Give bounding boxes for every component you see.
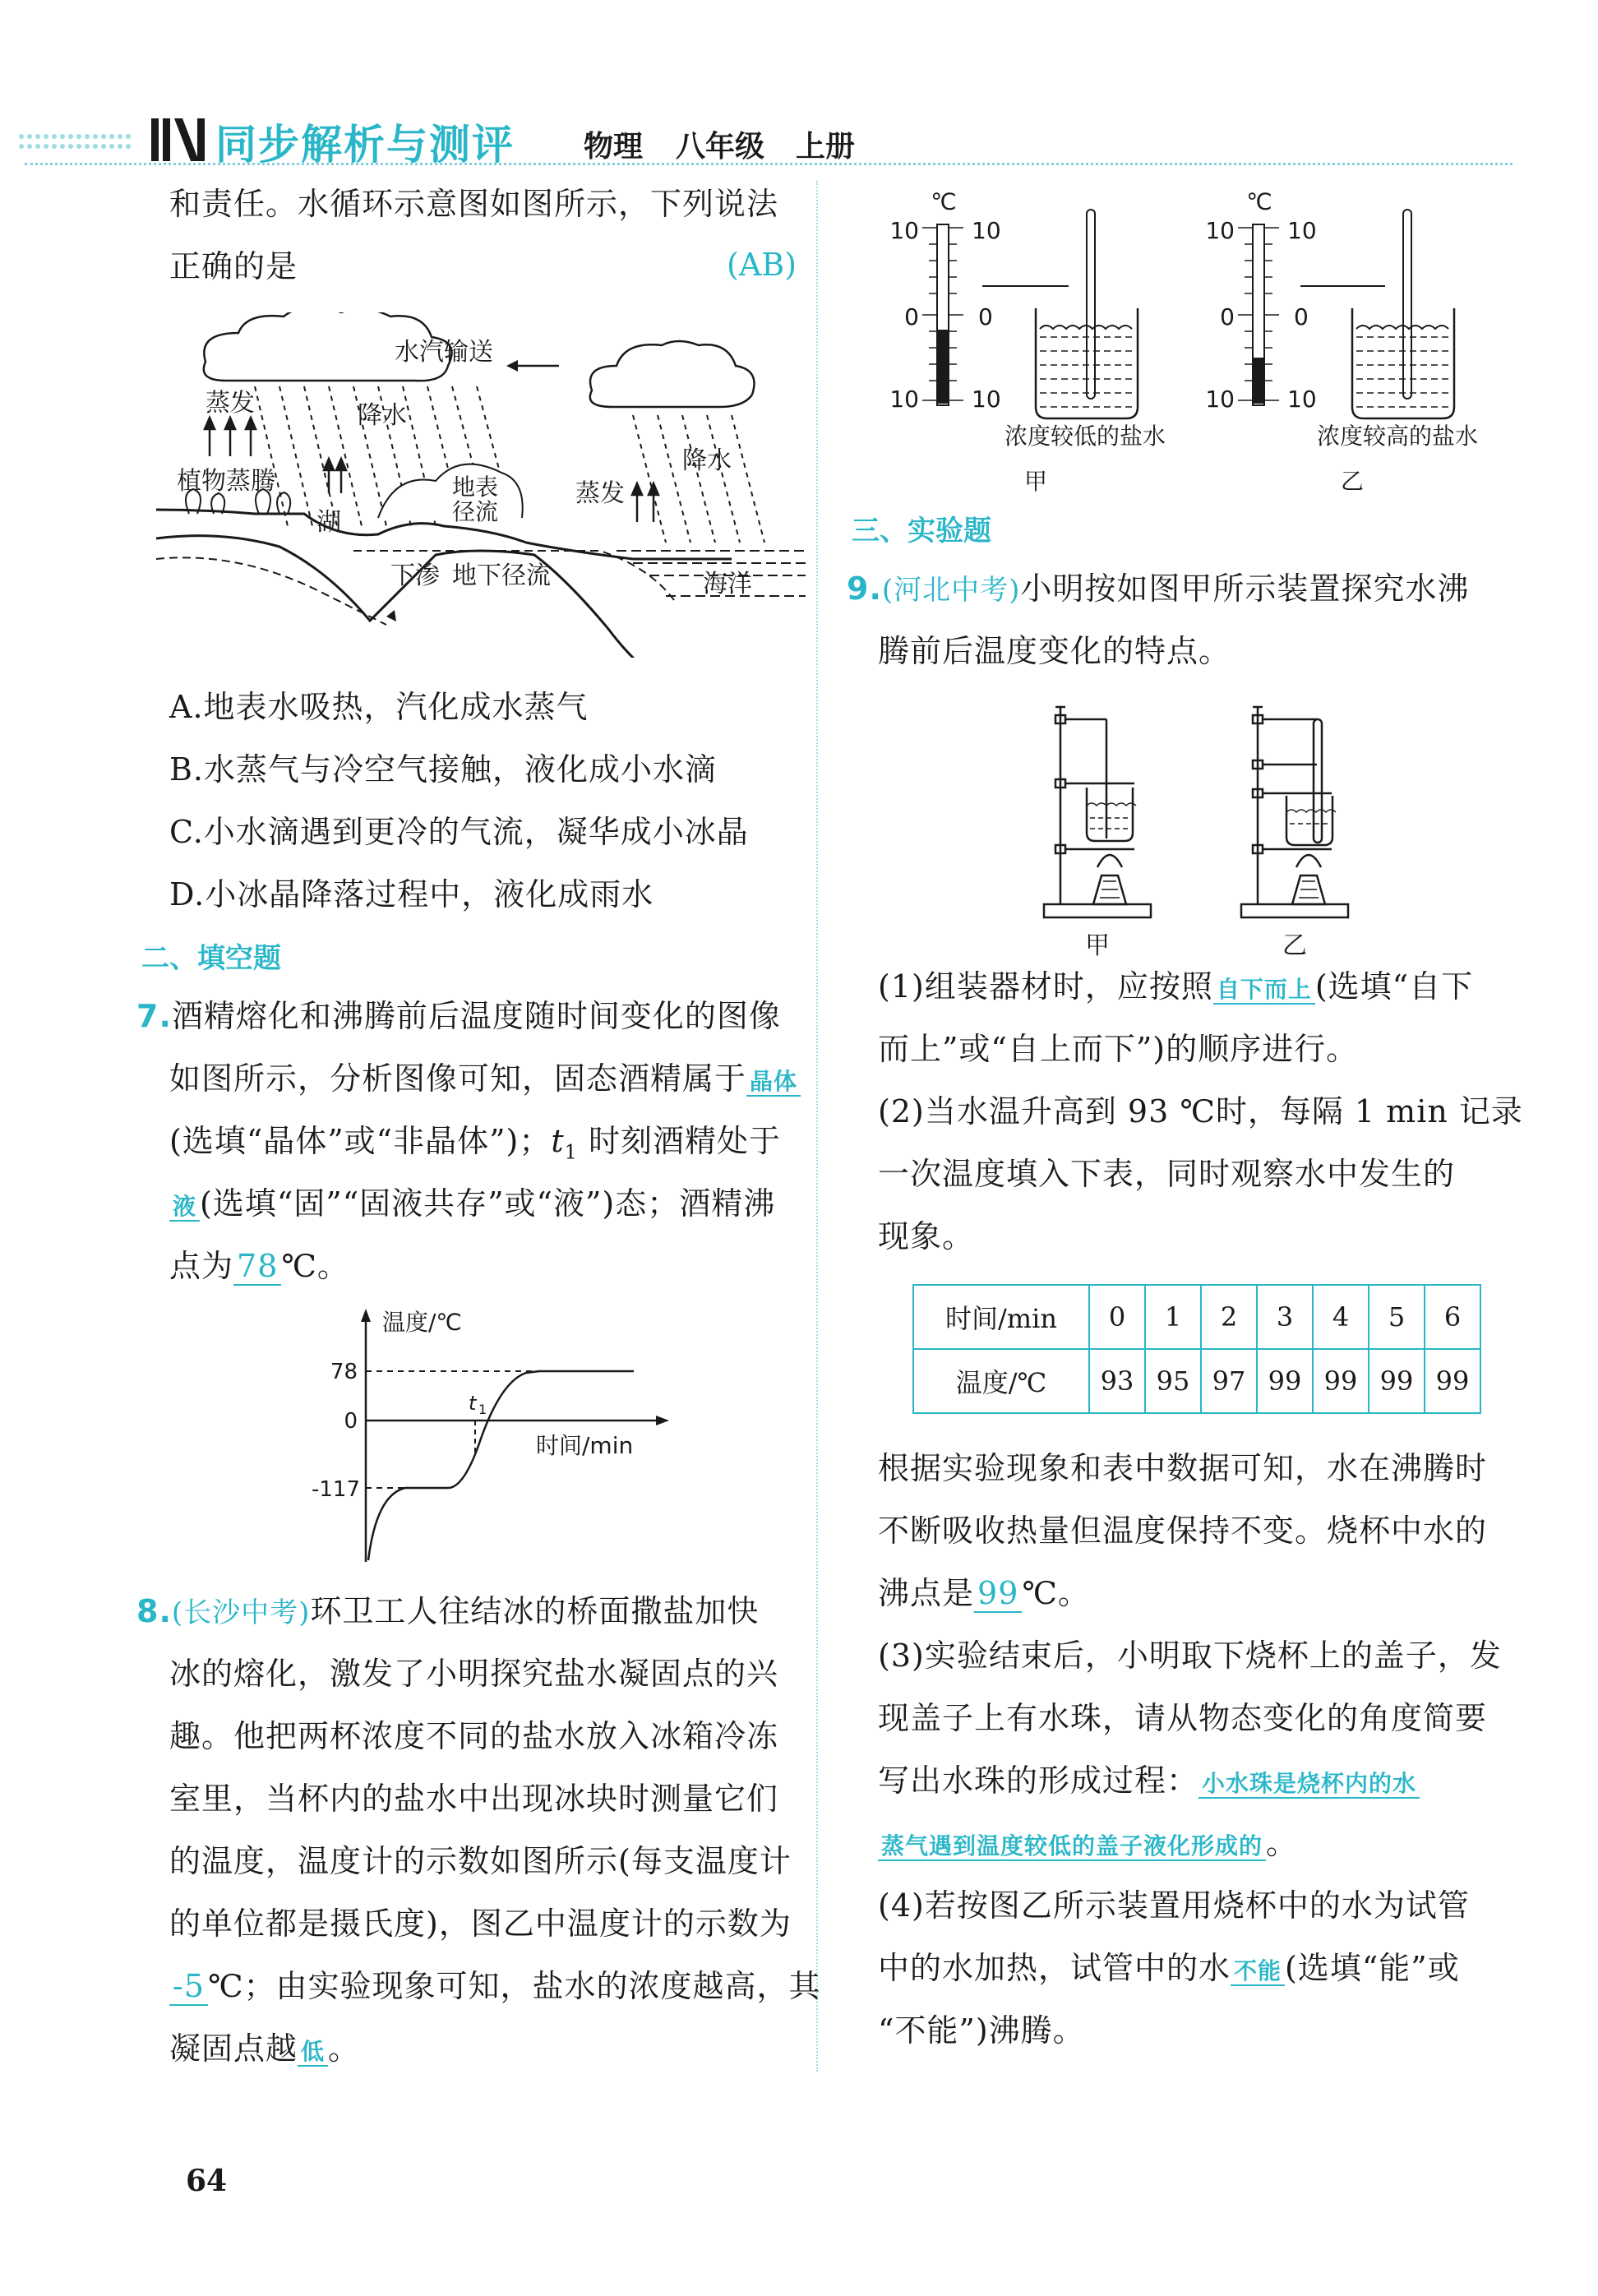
label-precip-right: 降水 <box>682 446 732 475</box>
q9-line2: 腾前后温度变化的特点。 <box>878 633 1231 669</box>
q7-answer-2: 液 <box>169 1193 200 1222</box>
table-cell: 99 <box>1257 1349 1313 1413</box>
q9-part1-line2: 而上”或“自上而下”)的顺序进行。 <box>878 1031 1359 1067</box>
svg-text:0: 0 <box>1220 303 1235 330</box>
svg-text:1: 1 <box>478 1402 487 1417</box>
q9-answer-2: 99 <box>974 1575 1022 1613</box>
header-grade: 八年级 <box>676 129 765 164</box>
svg-text:10: 10 <box>972 217 1001 244</box>
svg-text:℃: ℃ <box>931 188 957 215</box>
svg-text:甲: 甲 <box>1023 468 1048 495</box>
table-cell: 3 <box>1257 1285 1313 1349</box>
series-title: 同步解析与测评 <box>215 121 515 169</box>
graph-tick-0: 0 <box>344 1409 358 1434</box>
q6-option-b: B.水蒸气与冷空气接触，液化成小水滴 <box>169 751 718 788</box>
graph-ylabel: 温度/℃ <box>382 1309 462 1336</box>
page-header <box>0 107 1598 173</box>
q8-line3: 趣。他把两杯浓度不同的盐水放入冰箱冷冻 <box>169 1718 779 1754</box>
svg-text:℃: ℃ <box>1246 188 1272 215</box>
q7-answer-1: 晶体 <box>746 1068 801 1097</box>
svg-text:0: 0 <box>904 303 919 330</box>
graph-t1: t <box>469 1392 477 1415</box>
boiling-apparatus-figure <box>1028 691 1373 962</box>
q9-part2-line4: 根据实验现象和表中数据可知，水在沸腾时 <box>878 1450 1488 1486</box>
q6-option-d: D.小冰晶降落过程中，液化成雨水 <box>169 876 654 912</box>
label-lake: 湖 <box>316 508 341 537</box>
header-volume: 上册 <box>796 129 856 164</box>
table-cell: 5 <box>1369 1285 1425 1349</box>
section-experiment-title: 三、实验题 <box>852 515 991 547</box>
svg-text:10: 10 <box>889 217 919 244</box>
table-cell: 99 <box>1425 1349 1480 1413</box>
q8-line7: -5 ℃；由实验现象可知，盐水的浓度越高，其 <box>169 1955 821 2017</box>
q8-line5: 的温度，温度计的示数如图所示(每支温度计 <box>169 1843 792 1879</box>
page-number: 64 <box>186 2164 228 2198</box>
cloud-right <box>590 341 755 407</box>
q8-line1: 8.(长沙中考)环卫工人往结冰的桥面撒盐加快 <box>136 1593 760 1629</box>
svg-text:乙: 乙 <box>1340 468 1365 495</box>
q7-line3: (选填“晶体”或“非晶体”)；$t_1$ 时刻酒精处于 <box>169 1123 782 1164</box>
q8-line8: 凝固点越 低 。 <box>169 2030 361 2067</box>
q9-answer-4: 不能 <box>1231 1957 1285 1986</box>
column-divider <box>816 181 818 2072</box>
label-groundwater: 地下径流 <box>452 561 551 590</box>
q6-option-c: C.小水滴遇到更冷的气流，凝华成小冰晶 <box>169 814 749 850</box>
q9-part3-line1: (3)实验结束后，小明取下烧杯上的盖子，发 <box>878 1638 1502 1674</box>
q9-answer-3a: 小水珠是烧杯内的水 <box>1198 1770 1420 1799</box>
header-subject: 物理 <box>584 129 644 164</box>
svg-text:10: 10 <box>1287 386 1317 413</box>
section-fill-blank-title: 二、填空题 <box>141 942 281 975</box>
q9-answer-3b: 蒸气遇到温度较低的盖子液化形成的 <box>878 1832 1266 1861</box>
table-cell: 0 <box>1089 1285 1145 1349</box>
water-cycle-diagram <box>156 312 814 658</box>
label-evaporation-right: 蒸发 <box>575 479 625 508</box>
header-divider <box>25 163 1513 165</box>
label-infiltration: 下渗 <box>390 561 440 590</box>
label-evaporation-left: 蒸发 <box>206 389 255 418</box>
table-row <box>913 1349 1480 1413</box>
q7-answer-3: 78 <box>233 1248 281 1286</box>
q9-part3-line3: 写出水珠的形成过程： 小水珠是烧杯内的水 <box>878 1749 1420 1815</box>
svg-text:10: 10 <box>972 386 1001 413</box>
thermometer-figure <box>871 177 1513 506</box>
q8-line6: 的单位都是摄氏度)，图乙中温度计的示数为 <box>169 1906 792 1942</box>
label-runoff-2: 径流 <box>451 498 499 525</box>
apparatus-jia <box>1044 707 1151 917</box>
label-precip-left: 降水 <box>358 401 407 430</box>
svg-text:0: 0 <box>978 303 993 330</box>
q9-part2-line1: (2)当水温升高到 93 ℃时，每隔 1 min 记录 <box>878 1093 1523 1130</box>
table-cell: 2 <box>1201 1285 1257 1349</box>
table-header-time: 时间/min <box>913 1285 1089 1349</box>
temperature-data-table <box>912 1284 1481 1414</box>
alcohol-temperature-graph <box>296 1299 674 1570</box>
svg-text:0: 0 <box>1294 303 1309 330</box>
label-vapor-transport: 水汽输送 <box>395 338 493 367</box>
table-header-temp: 温度/℃ <box>913 1349 1089 1413</box>
svg-text:10: 10 <box>889 386 919 413</box>
svg-text:浓度较高的盐水: 浓度较高的盐水 <box>1316 423 1479 450</box>
header-dots-decoration <box>16 130 140 155</box>
svg-text:10: 10 <box>1287 217 1317 244</box>
table-cell: 6 <box>1425 1285 1480 1349</box>
table-cell: 95 <box>1145 1349 1201 1413</box>
q6-line1: 和责任。水循环示意图如图所示，下列说法 <box>169 186 779 222</box>
q6-answer: (AB) <box>727 247 797 283</box>
q9-part2-line2: 一次温度填入下表，同时观察水中发生的 <box>878 1156 1456 1192</box>
q9-part1-line1: (1)组装器材时，应按照 自下而上 (选填“自下 <box>878 968 1474 1005</box>
q9-part2-line6: 沸点是 99 ℃。 <box>878 1575 1090 1611</box>
q6-line2: 正确的是 <box>169 248 298 284</box>
q8-line4: 室里，当杯内的盐水中出现冰块时测量它们 <box>169 1781 779 1817</box>
svg-text:浓度较低的盐水: 浓度较低的盐水 <box>1004 423 1166 450</box>
table-cell: 99 <box>1369 1349 1425 1413</box>
q6-option-a: A.地表水吸热，汽化成水蒸气 <box>169 689 589 725</box>
graph-tick-78: 78 <box>330 1360 358 1384</box>
svg-text:10: 10 <box>1205 386 1235 413</box>
q9-part2-line3: 现象。 <box>878 1218 975 1254</box>
apparatus-yi-label: 乙 <box>1282 931 1307 960</box>
table-cell: 99 <box>1313 1349 1369 1413</box>
q8-answer-2: 低 <box>298 2038 328 2067</box>
label-runoff-1: 地表 <box>451 474 499 501</box>
q9-part4-line2: 中的水加热，试管中的水 不能 (选填“能”或 <box>878 1950 1460 1986</box>
q7-line2: 如图所示，分析图像可知，固态酒精属于 晶体 <box>169 1047 801 1113</box>
book-logo-icon <box>148 112 214 164</box>
q9-part4-line3: “不能”)沸腾。 <box>878 2012 1085 2049</box>
table-cell: 1 <box>1145 1285 1201 1349</box>
label-ocean: 海洋 <box>703 570 752 598</box>
table-cell: 93 <box>1089 1349 1145 1413</box>
q9-part4-line1: (4)若按图乙所示装置用烧杯中的水为试管 <box>878 1887 1470 1924</box>
q8-answer-1: -5 <box>169 1968 208 2006</box>
apparatus-yi <box>1241 707 1348 917</box>
q8-line2: 冰的熔化，激发了小明探究盐水凝固点的兴 <box>169 1656 779 1692</box>
thermometer-yi <box>1205 188 1478 495</box>
q9-part3-line2: 现盖子上有水珠，请从物态变化的角度简要 <box>878 1700 1488 1736</box>
table-cell: 97 <box>1201 1349 1257 1413</box>
graph-tick-minus117: -117 <box>311 1477 360 1502</box>
svg-text:10: 10 <box>1205 217 1235 244</box>
apparatus-jia-label: 甲 <box>1085 931 1110 960</box>
q8-source: (长沙中考) <box>171 1596 311 1629</box>
q9-number: 9. <box>847 571 882 607</box>
table-row <box>913 1285 1480 1349</box>
q7-line5: 点为 78 ℃。 <box>169 1248 349 1284</box>
q9-part2-line5: 不断吸收热量但温度保持不变。烧杯中水的 <box>878 1513 1488 1549</box>
table-cell: 4 <box>1313 1285 1369 1349</box>
q7-line1: 7.酒精熔化和沸腾前后温度随时间变化的图像 <box>136 998 781 1034</box>
graph-xlabel: 时间/min <box>536 1432 634 1459</box>
q9-part3-line4: 蒸气遇到温度较低的盖子液化形成的 。 <box>878 1812 1298 1878</box>
q9-answer-1: 自下而上 <box>1213 976 1315 1005</box>
thermometer-jia <box>889 188 1166 495</box>
q7-number: 7. <box>136 998 172 1034</box>
q7-line4: 液 (选填“固”“固液共存”或“液”)态；酒精沸 <box>169 1172 775 1238</box>
q9-line1: 9.(河北中考)小明按如图甲所示装置探究水沸 <box>847 571 1470 607</box>
graph-curve <box>368 1371 634 1560</box>
q8-number: 8. <box>136 1593 172 1629</box>
q9-source: (河北中考) <box>881 574 1021 607</box>
label-transpiration: 植物蒸腾 <box>177 467 275 496</box>
